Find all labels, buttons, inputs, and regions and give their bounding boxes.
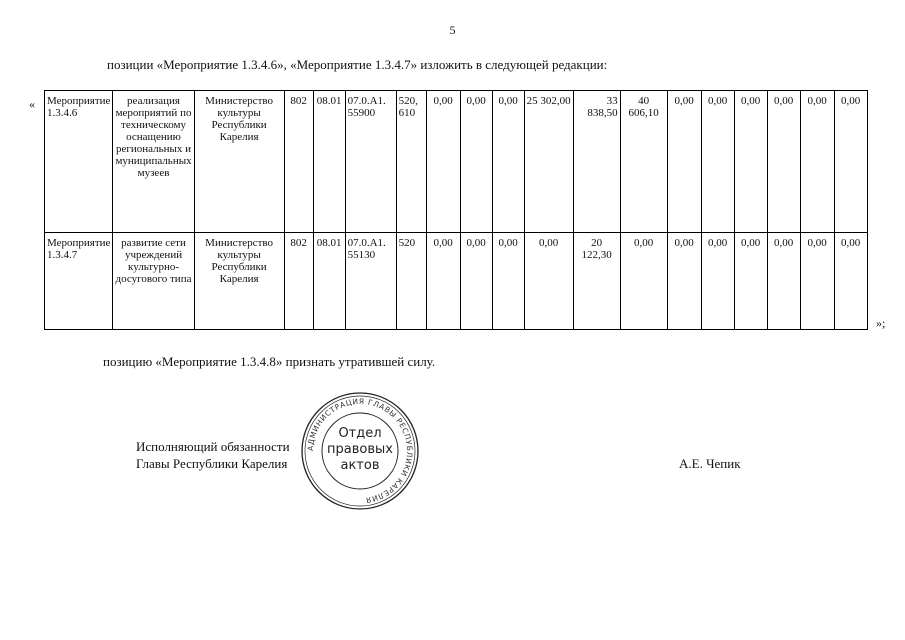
measures-table — [44, 90, 868, 330]
grbs-code: 802 — [284, 91, 313, 233]
value-cell: 0,00 — [667, 233, 701, 330]
stamp-line-3: актов — [340, 458, 380, 473]
closing-quote: »; — [876, 316, 886, 330]
table-row — [45, 91, 868, 233]
value-cell: 25 302,00 — [524, 91, 573, 233]
section-code: 08.01 — [313, 91, 345, 233]
value-cell: 0,00 — [524, 233, 573, 330]
measure-executor: Министерство культуры Республики Карелия — [194, 91, 284, 233]
value-cell: 0,00 — [460, 91, 492, 233]
value-cell: 0,00 — [460, 233, 492, 330]
signature-line-2: Главы Республики Карелия — [136, 456, 288, 471]
value-cell: 0,00 — [426, 91, 460, 233]
value-cell: 0,00 — [620, 233, 667, 330]
value-cell: 0,00 — [734, 233, 767, 330]
value-cell: 0,00 — [667, 91, 701, 233]
outro-text: позицию «Мероприятие 1.3.4.8» признать утратившей силу. — [103, 354, 436, 369]
value-cell: 0,00 — [834, 91, 867, 233]
measure-name: Мероприятие 1.3.4.6 — [45, 91, 113, 233]
expense-type: 520, 610 — [396, 91, 426, 233]
legal-department-stamp — [299, 390, 421, 517]
value-cell: 0,00 — [492, 91, 524, 233]
signer-name: А.Е. Чепик — [679, 456, 741, 471]
value-cell: 0,00 — [492, 233, 524, 330]
value-cell: 33 838,50 — [573, 91, 620, 233]
stamp-line-2: правовых — [327, 442, 393, 457]
signature-title — [136, 438, 290, 472]
value-cell: 0,00 — [701, 233, 734, 330]
section-code: 08.01 — [313, 233, 345, 330]
page-number: 5 — [449, 23, 456, 37]
value-cell: 0,00 — [800, 91, 834, 233]
value-cell: 0,00 — [734, 91, 767, 233]
table-row — [45, 233, 868, 330]
stamp-seal — [299, 390, 421, 512]
grbs-code: 802 — [284, 233, 313, 330]
target-article: 07.0.А1. 55130 — [345, 233, 396, 330]
value-cell: 0,00 — [701, 91, 734, 233]
value-cell: 40 606,10 — [620, 91, 667, 233]
value-cell: 0,00 — [834, 233, 867, 330]
target-article: 07.0.А1. 55900 — [345, 91, 396, 233]
measure-description: реализация мероприятий по техническому оснащению региональных и муниципальных музеев — [113, 91, 194, 233]
intro-text: позиции «Мероприятие 1.3.4.6», «Мероприятие 1.3.4.7» изложить в следующей редакции: — [107, 57, 608, 72]
expense-type: 520 — [396, 233, 426, 330]
measure-executor: Министерство культуры Республики Карелия — [194, 233, 284, 330]
value-cell: 0,00 — [426, 233, 460, 330]
measure-description: развитие сети учреждений культурно-досугового типа — [113, 233, 194, 330]
stamp-line-1: Отдел — [338, 426, 382, 441]
value-cell: 0,00 — [767, 233, 800, 330]
value-cell: 0,00 — [800, 233, 834, 330]
stamp-ring-text: АДМИНИСТРАЦИЯ ГЛАВЫ РЕСПУБЛИКИ КАРЕЛИЯ — [305, 396, 415, 505]
signature-line-1: Исполняющий обязанности — [136, 439, 290, 454]
opening-quote: « — [29, 97, 35, 111]
value-cell: 20 122,30 — [573, 233, 620, 330]
value-cell: 0,00 — [767, 91, 800, 233]
measure-name: Мероприятие 1.3.4.7 — [45, 233, 113, 330]
